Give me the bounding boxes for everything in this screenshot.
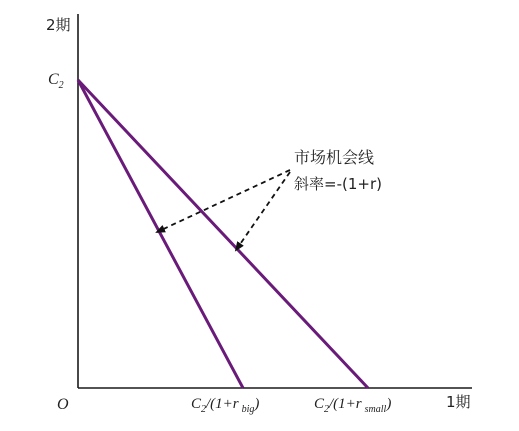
- x-small-prefix: C: [314, 396, 325, 412]
- opportunity-line-big-r: [78, 80, 243, 388]
- c2-label: [48, 71, 64, 91]
- opportunity-line-small-r: [78, 80, 368, 388]
- origin-label: O: [57, 396, 69, 413]
- x-intercept-small-label: [314, 396, 392, 415]
- annotation-arrow-to-small-r: [236, 172, 290, 250]
- x-big-mid: /(1+r: [206, 396, 239, 412]
- x-intercept-big-label: [191, 396, 260, 415]
- annotation-arrow-to-big-r: [157, 170, 290, 232]
- x-big-suffix: ): [254, 396, 260, 412]
- c2-sub: 2: [58, 80, 64, 91]
- x-small-sub1: 2: [324, 404, 330, 415]
- x-big-sub2: big: [241, 404, 255, 415]
- x-axis-label: 1期: [446, 393, 471, 411]
- x-big-sub1: 2: [201, 404, 207, 415]
- x-small-sub2: small: [364, 404, 387, 415]
- x-small-suffix: ): [386, 396, 392, 412]
- x-big-prefix: C: [191, 396, 202, 412]
- c2-main: C: [48, 71, 59, 88]
- annotation-slope: 斜率=-(1+r): [294, 175, 382, 193]
- y-axis-label: 2期: [46, 16, 71, 34]
- annotation-title: 市场机会线: [294, 148, 375, 167]
- x-small-mid: /(1+r: [329, 396, 362, 412]
